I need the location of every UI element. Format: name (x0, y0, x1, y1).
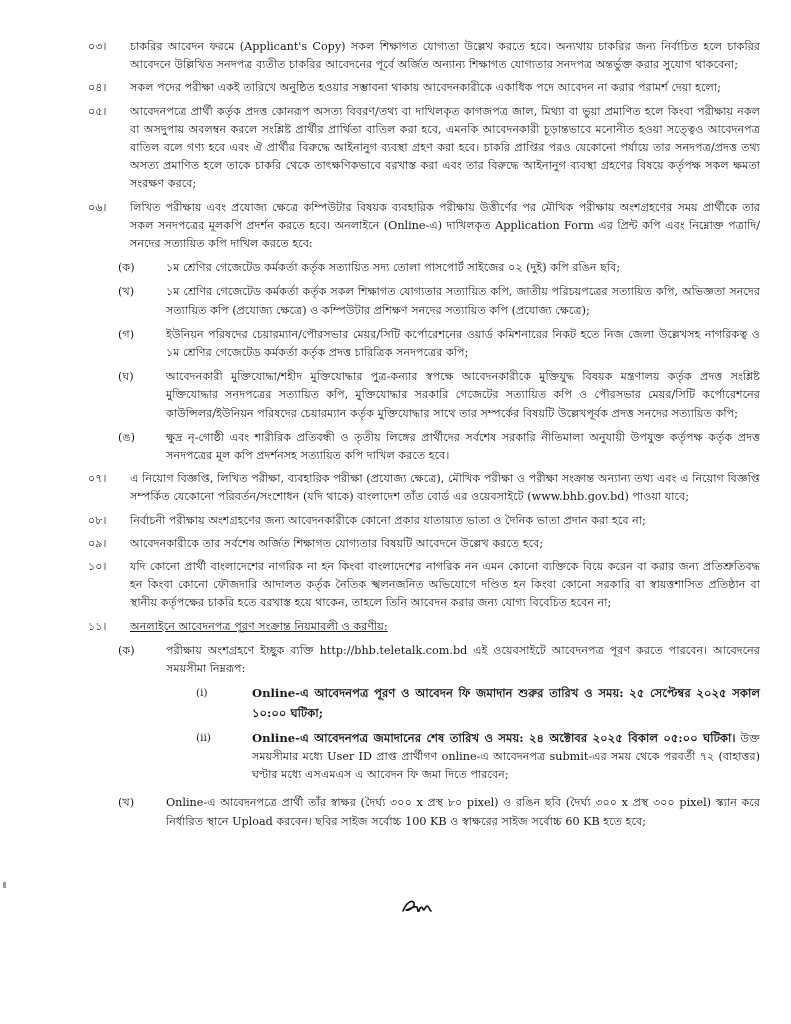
item-number: ১১। (88, 619, 107, 633)
item-text: আবেদনপত্রে প্রার্থী কর্তৃক প্রদত্ত কোনরূপ অসত্য বিবরণ/তথ্য বা দাখিলকৃত কাগজপত্র জাল, মিথ্যা বা ভুয়া প্রমাণিত হলে কিংবা পরীক্ষায় নকল বা অসদুপায় অবলম্বন করলে সংশ্লিষ্ট প্রার্থীর প্রার্থিতা বাতিল করা হবে, এমনকি আবেদনকারী চূড়ান্তভাবে মনোনীত হওয়া সত্ত্বেও আবেদনপত্র বাতিল বলে গণ্য হবে এবং ঐ প্রার্থীর বিরুদ্ধে আইনানুগ ব্যবস্থা গ্রহণ করা হবে। চাকরি প্রাপ্তির পরও যেকোনো পর্যায়ে তার সনদপত্র/প্রদত্ত তথ্য অসত্য প্রমাণিত হলে তাকে চাকরি থেকে তাৎক্ষণিকভাবে বরখাস্ত করা এবং তার বিরুদ্ধে আইনানুগ ব্যবস্থা গ্রহণের বিষয়ে কর্তৃপক্ষ সকল ক্ষমতা সংরক্ষণ করবে; (130, 104, 760, 191)
sub-item-label: (ঙ) (118, 430, 135, 444)
deadline-end (196, 729, 760, 785)
sub-item-text: Online-এ আবেদনপত্রে প্রার্থী তাঁর স্বাক্ষর (দৈর্ঘ্য ৩০০ x প্রস্থ ৮০ pixel) ও রঙিন ছবি (দৈর্ঘ্য ৩০০ x প্রস্থ ৩০০ pixel) স্ক্যান করে নির্ধারিত স্থানে Upload করবেন। ছবির সাইজ সর্বোচ্চ 100 KB ও স্বাক্ষরের সাইজ সর্বোচ্চ 60 KB হতে হবে; (166, 796, 760, 828)
sub-sub-item-label: (ii) (196, 731, 211, 744)
item-number: ১০। (88, 560, 107, 574)
item-text: যদি কোনো প্রার্থী বাংলাদেশের নাগরিক না হন কিংবা বাংলাদেশের নাগরিক নন এমন কোনো ব্যক্তিকে বিয়ে করেন বা করার জন্য প্রতিশ্রুতিবদ্ধ হন কিংবা কোনো ফৌজদারি আদালত কর্তৃক নৈতিক স্খলনজনিত অভিযোগে দণ্ডিত হন কিংবা কোনো সরকারি বা স্বায়ত্তশাসিত প্রতিষ্ঠান বা স্থানীয় কর্তৃপক্ষের চাকরি হতে বরখাস্ত হয়ে থাকেন, তাহলে তিনি আবেদন করার জন্য যোগ্য বিবেচিত হবেন না; (130, 560, 760, 610)
item-number: ০৬। (88, 200, 107, 214)
sub-item-label: (ক) (118, 261, 135, 275)
sub-item-text-block (166, 642, 760, 784)
list-item-08 (88, 512, 760, 530)
sub-item-label: (ক) (118, 643, 135, 657)
deadline-start (196, 684, 760, 722)
sub-item-label: (খ) (118, 796, 135, 810)
sub-item-kha (118, 794, 760, 830)
item-text: আবেদনকারীকে তার সর্বশেষ অর্জিত শিক্ষাগত যোগ্যতার বিষয়টি আবেদনে উল্লেখ করতে হবে; (130, 536, 544, 550)
sub-sub-item-label: (i) (196, 687, 208, 700)
sub-item-text: আবেদনকারী মুক্তিযোদ্ধা/শহীদ মুক্তিযোদ্ধার পুত্র-কন্যার স্বপক্ষে আবেদনকারীকে মুক্তিযুদ্ধ বিষয়ক মন্ত্রণালয় কর্তৃক প্রদত্ত সংশ্লিষ্ট মুক্তিযোদ্ধার সনদপত্রের সত্যায়িত কপি, মুক্তিযোদ্ধার সরকারি গেজেটের সত্যায়িত কপি ও পৌরসভার মেয়র/সিটি কর্পোরেশনের কাউন্সিলর/ইউনিয়ন পরিষদের চেয়ারম্যান কর্তৃক মুক্তিযোদ্ধার সাথে তার সম্পর্কের বিষয়টি উল্লেখপূর্বক প্রদত্ত সনদের সত্যায়িত কপি; (166, 370, 760, 420)
sub-item-text: ক্ষুদ্র নৃ-গোষ্ঠী এবং শারীরিক প্রতিবন্ধী ও তৃতীয় লিঙ্গের প্রার্থীদের সর্বশেষ সরকারি নীতিমালা অনুযায়ী উপযুক্ত কর্তৃপক্ষ কর্তৃক প্রদত্ত সনদপত্রের মূল কপি প্রদর্শনসহ সত্যায়িত কপি দাখিল করতে হবে। (166, 430, 760, 463)
scan-artifact (3, 882, 6, 888)
item-number: ০৫। (88, 104, 107, 118)
item-text-block (118, 199, 760, 466)
sub-item-label: (ঘ) (118, 370, 134, 384)
sub-item-uma (118, 429, 760, 465)
sub-item-text: ১ম শ্রেণির গেজেটেড কর্মকর্তা কর্তৃক সকল শিক্ষাগত যোগ্যতার সত্যায়িত কপি, জাতীয় পরিচয়পত্রের সত্যায়িত কপি, অভিজ্ঞতা সনদের সত্যায়িত কপি (প্রযোজ্য ক্ষেত্রে) ও কম্পিউটার প্রশিক্ষণ সনদের সত্যায়িত কপি (প্রযোজ্য ক্ষেত্রে); (166, 285, 760, 317)
sub-sub-item-text (252, 684, 760, 722)
list-item-07 (88, 470, 760, 506)
sub-sub-item-text (252, 729, 760, 785)
handwritten-signature-icon (400, 895, 436, 917)
item-text: নির্বাচনী পরীক্ষায় অংশগ্রহণের জন্য আবেদনকারীকে কোনো প্রকার যাতায়াত ভাতা ও দৈনিক ভাতা প্রদান করা হবে না; (130, 513, 646, 527)
item-text: চাকরির আবেদন ফরমে (Applicant's Copy) সকল শিক্ষাগত যোগ্যতা উল্লেখ করতে হবে। অন্যথায় চাকরির জন্য নির্বাচিত হলে চাকরির আবেদনে উল্লিখিত সনদপত্র ব্যতীত চাকরির আবেদনের পূর্বে অর্জিত অন্যান্য শিক্ষাগত যোগ্যতার সনদপত্র অন্তর্ভুক্ত করার সুযোগ থাকবেনা; (130, 40, 760, 72)
list-item-04 (88, 79, 760, 97)
item-text: সকল পদের পরীক্ষা একই তারিখে অনুষ্ঠিত হওয়ার সম্ভাবনা থাকায় আবেদনকারীকে একাধিক পদে আবেদন না করার পরামর্শ দেয়া হলো; (130, 81, 721, 95)
list-item-09 (88, 535, 760, 553)
list-item-06 (88, 199, 760, 466)
item-text-block (118, 618, 760, 831)
sub-item-label: (খ) (118, 285, 135, 299)
list-item-05 (88, 103, 760, 194)
end-date-rest: উক্ত সময়সীমার মধ্যে User ID প্রাপ্ত প্রার্থীগণ online-এ আবেদনপত্র submit-এর সময় থেকে পরবর্তী ৭২ (বাহাত্তর) ঘণ্টার মধ্যে এসএমএস এ আবেদন ফি জমা দিতে পারবেন; (252, 731, 760, 782)
sub-item-text: পরীক্ষায় অংশগ্রহণে ইচ্ছুক ব্যক্তি http://bhb.teletalk.com.bd এই ওয়েবসাইটে আবেদনপত্র পূরণ করতে পারবেন। আবেদনের সময়সীমা নিম্নরূপ: (166, 643, 760, 676)
sub-item-label: (গ) (118, 327, 135, 341)
sub-item-gha (118, 368, 760, 423)
end-date-text: Online-এ আবেদনপত্র জমাদানের শেষ তারিখ ও সময়: ২৪ অক্টোবর ২০২৫ বিকাল ০৫:০০ ঘটিকা। (252, 730, 736, 745)
item-text: এ নিয়োগ বিজ্ঞপ্তি, লিখিত পরীক্ষা, ব্যবহারিক পরীক্ষা (প্রযোজ্য ক্ষেত্রে), মৌখিক পরীক্ষা ও পরীক্ষা সংক্রান্ত অন্যান্য তথ্য এবং এ নিয়োগ বিজ্ঞপ্তি সম্পর্কিত যেকোনো পরিবর্তন/সংশোধন (যদি থাকে) বাংলাদেশ তাঁত বোর্ড এর ওয়েবসাইটে (www.bhb.gov.bd) পাওয়া যাবে; (130, 472, 760, 504)
item-number: ০৭। (88, 472, 107, 486)
sub-item-ga (118, 326, 760, 362)
sub-item-text: ১ম শ্রেণির গেজেটেড কর্মকর্তা কর্তৃক সত্যায়িত সদ্য তোলা পাসপোর্ট সাইজের ০২ (দুই) কপি রঙিন ছবি; (166, 261, 621, 275)
item-number: ০৯। (88, 536, 107, 550)
list-item-11 (88, 618, 760, 831)
item-number: ০৪। (88, 81, 107, 95)
item-text: লিখিত পরীক্ষায় এবং প্রযোজ্য ক্ষেত্রে কম্পিউটার বিষয়ক ব্যবহারিক পরীক্ষায় উত্তীর্ণের পর মৌখিক পরীক্ষায় অংশগ্রহণের সময় প্রার্থীকে তার সকল সনদপত্রের মূলকপি প্রদর্শন করতে হবে। অনলাইনে (Online-এ) দাখিলকৃত Application Form এর প্রিন্ট কপি এবং নিম্নোক্ত পত্রাদি/সনদের সত্যায়িত কপি দাখিল করতে হবে: (130, 200, 760, 251)
sub-item-text: ইউনিয়ন পরিষদের চেয়ারম্যান/পৌরসভার মেয়র/সিটি কর্পোরেশনের ওয়ার্ড কমিশনারের নিকট হতে নিজ জেলা উল্লেখসহ নাগরিকত্ব ও ১ম শ্রেণির গেজেটেড কর্মকর্তা কর্তৃক প্রদত্ত চারিত্রিক সনদপত্রের কপি; (166, 327, 760, 360)
section-heading: অনলাইনে আবেদনপত্র পূরণ সংক্রান্ত নিয়মাবলী ও করণীয়: (130, 619, 388, 633)
list-item-10 (88, 558, 760, 613)
sub-item-kha (118, 283, 760, 319)
list-item-03 (88, 38, 760, 74)
item-number: ০৮। (88, 513, 107, 527)
sub-item-ka (118, 259, 760, 277)
start-date-text: Online-এ আবেদনপত্র পূরণ ও আবেদন ফি জমাদান শুরুর তারিখ ও সময়: ২৫ সেপ্টেম্বর ২০২৫ সকাল ১০:০০ ঘটিকা; (252, 686, 760, 720)
sub-item-ka (118, 642, 760, 784)
instructions-list (88, 38, 760, 836)
item-number: ০৩। (88, 40, 107, 53)
